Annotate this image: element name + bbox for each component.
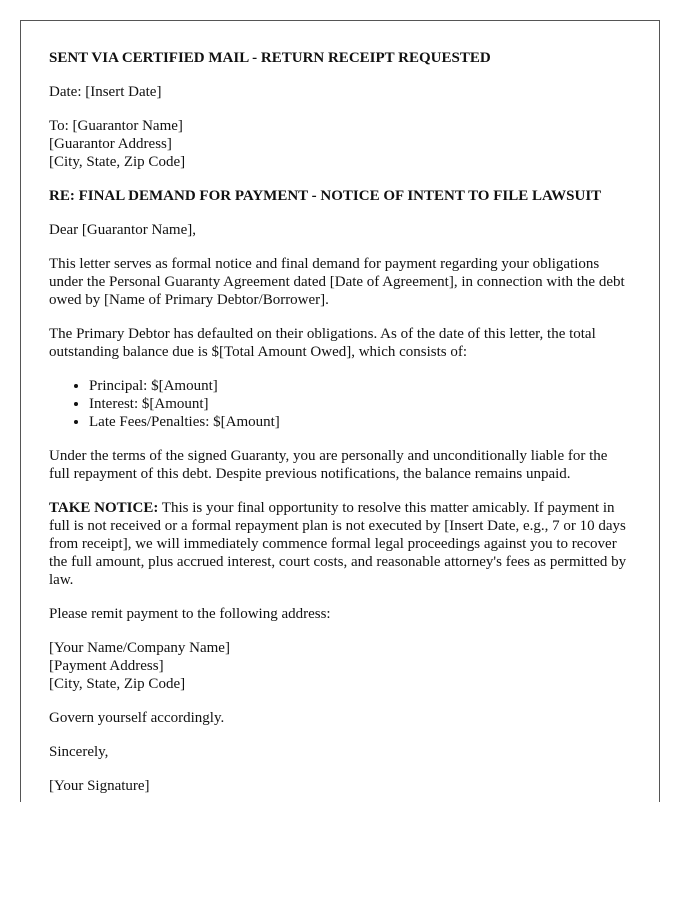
- paragraph-liability: Under the terms of the signed Guaranty, you are personally and unconditionally liable for the full repayment of this debt. Despite previous notifications, the balance remains unpaid.: [49, 448, 608, 482]
- sign-off: Sincerely,: [49, 744, 109, 760]
- amount-item-late-fees: • Late Fees/Penalties: $[Amount]: [89, 413, 631, 431]
- paragraph-obligations: This letter serves as formal notice and final demand for payment regarding your obligations under the Personal Guaranty Agreement dated [Date of Agreement], in connection with the debt owed by [Name of Primary Debtor/Borrower].: [49, 256, 625, 308]
- recipient-city: [City, State, Zip Code]: [49, 154, 186, 170]
- amount-list: [49, 377, 631, 431]
- take-notice-label: TAKE NOTICE:: [49, 500, 159, 516]
- remit-address-block: [49, 639, 631, 693]
- remit-address: [Payment Address]: [49, 658, 164, 674]
- remit-city: [City, State, Zip Code]: [49, 676, 186, 692]
- amount-item-principal: • Principal: $[Amount]: [89, 377, 631, 395]
- subject-line: RE: FINAL DEMAND FOR PAYMENT - NOTICE OF INTENT TO FILE LAWSUIT: [49, 188, 602, 204]
- amount-item-interest: • Interest: $[Amount]: [89, 395, 631, 413]
- take-notice-text: This is your final opportunity to resolve this matter amicably. If payment in full is not received or a formal repayment plan is not executed by [Insert Date, e.g., 7 or 10 days from receipt], we will immediately commence formal legal proceedings against you to recover the full amount, plus accrued interest, court costs, and reasonable attorney's fees as permitted by law.: [49, 500, 627, 588]
- take-notice-paragraph: [49, 499, 631, 589]
- recipient-address: [Guarantor Address]: [49, 136, 172, 152]
- remit-name: [Your Name/Company Name]: [49, 640, 230, 656]
- paragraph-default: The Primary Debtor has defaulted on their obligations. As of the date of this letter, the total outstanding balance due is $[Total Amount Owed], which consists of:: [49, 326, 596, 360]
- letter-page: [20, 20, 660, 802]
- salutation: Dear [Guarantor Name],: [49, 222, 197, 238]
- signature-line: [Your Signature]: [49, 778, 150, 794]
- remit-instruction: Please remit payment to the following address:: [49, 606, 331, 622]
- recipient-block: [49, 117, 631, 171]
- mail-notice: SENT VIA CERTIFIED MAIL - RETURN RECEIPT REQUESTED: [49, 50, 491, 66]
- date-line: Date: [Insert Date]: [49, 84, 162, 100]
- closing-line: Govern yourself accordingly.: [49, 710, 225, 726]
- recipient-name: To: [Guarantor Name]: [49, 118, 183, 134]
